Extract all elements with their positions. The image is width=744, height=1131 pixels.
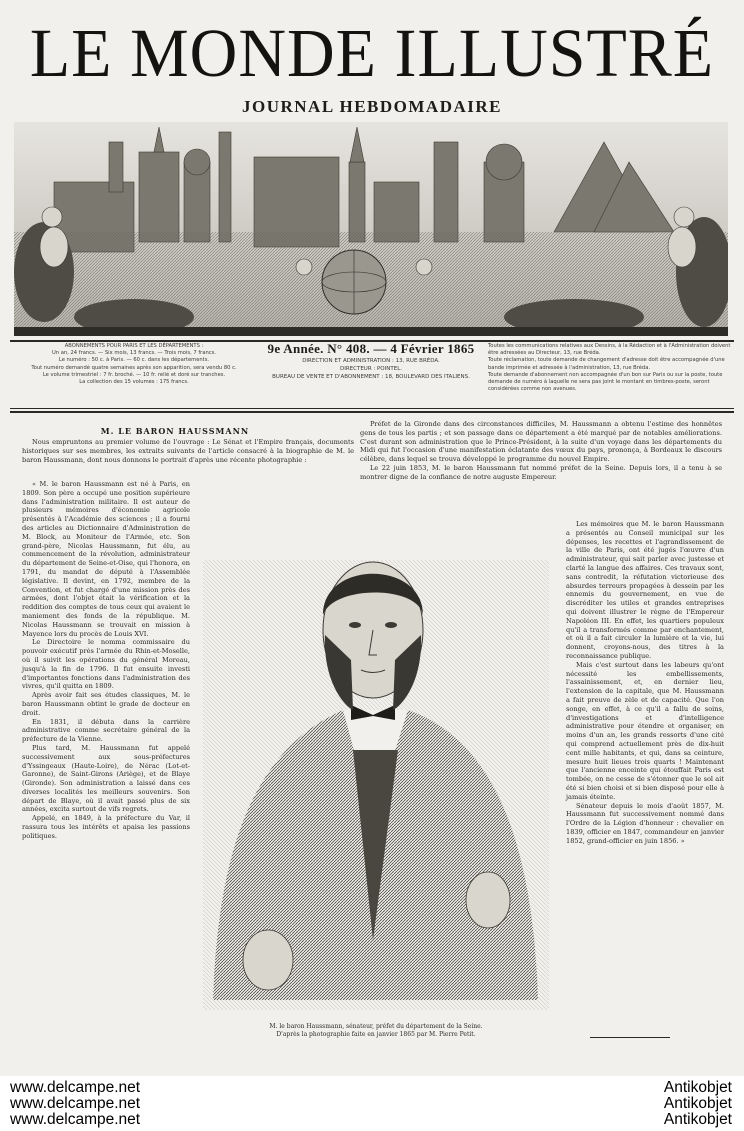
delcampe-watermark — [10, 1080, 140, 1128]
article-end-rule — [590, 1037, 670, 1038]
article-paragraph: « M. le baron Haussmann est né à Paris, en 1809. Son père a occupé une position supérieure dans l'administration militaire. Il est auteur de plusieurs mémoires d'économie agricole présentés à l'Académie des sciences ; il a fourni des articles au Dictionnaire d'Administration de M. Block, au Moniteur de l'Armée, etc. Son grand-père, Nicolas Haussmann, fut élu, au commencement de la révolution, administrateur du département de Seine-et-Oise, qui l'honora, en 1791, du mandat de député à l'Assemblée législative. Il devint, en 1792, membre de la Convention, et fut chargé d'une mission près des armées, dont l'objet était la vérification et la reddition des comptes de tous ceux qui avaient le maniement des fonds de la république. M. Nicolas Haussmann se trouvait en mission à Mayence lors du procès de Louis XVI. — [22, 480, 190, 638]
issue-info-row — [10, 341, 734, 407]
subscription-line: La collection des 15 volumes : 175 francs. — [79, 379, 189, 386]
article-paragraph: Le 22 juin 1853, M. le baron Haussmann fut nommé préfet de la Seine. Depuis lors, il a tenu à se montrer digne de la confiance de notre auguste Empereur. — [360, 463, 722, 481]
antikobjet-watermark — [664, 1080, 732, 1128]
intro-paragraph: Nous empruntons au premier volume de l'ouvrage : Le Sénat et l'Empire français, documents historiques sur ses membres, les extraits suivants de l'article consacré à la biographie de M. le baron Haussmann, dont nous donnons le portrait d'après une récente photographie : — [22, 438, 354, 464]
article-left-column — [22, 480, 190, 841]
subscription-line: Un an, 24 francs. — Six mois, 13 francs. — Trois mois, 7 francs. — [52, 350, 216, 357]
watermark-text: www.delcampe.net — [10, 1079, 141, 1096]
sales-office: BUREAU DE VENTE ET D'ABONNEMENT : 18, BOULEVARD DES ITALIENS. — [272, 374, 470, 380]
article-right-top — [360, 420, 722, 482]
watermark-text: www.delcampe.net — [10, 1111, 141, 1128]
subscription-line: Tout numéro demandé quatre semaines après son apparition, sera vendu 80 c. — [31, 364, 237, 371]
issue-number-date: 9e Année. N° 408. — 4 Février 1865 — [267, 341, 475, 356]
subscription-line: Le volume trimestriel : 7 fr. broché. — 10 fr. relié et doré sur tranches. — [42, 371, 226, 378]
watermark-text: Antikobjet — [663, 1095, 732, 1112]
masthead-subtitle: JOURNAL HEBDOMADAIRE — [242, 97, 502, 116]
article-intro — [22, 438, 354, 464]
notices — [488, 343, 732, 393]
masthead-title: LE MONDE ILLUSTRÉ — [29, 15, 715, 92]
watermark-text: Antikobjet — [663, 1079, 732, 1096]
watermark-text: www.delcampe.net — [10, 1095, 141, 1112]
middle-rule — [10, 408, 734, 409]
watermark-text: Antikobjet — [663, 1111, 732, 1128]
article-paragraph: Après avoir fait ses études classiques, M. le baron Haussmann obtint le grade de docteur en droit. — [22, 691, 190, 717]
article-paragraph: En 1831, il débuta dans la carrière administrative comme secrétaire général de la préfecture de la Vienne. — [22, 717, 190, 744]
article-paragraph: Le Directoire le nomma commissaire du pouvoir exécutif près l'armée du Rhin-et-Moselle, où il suivit les opérations du général Moreau, jusqu'à la fin de 1796. Il fut ensuite investi d'importantes fonctions dans l'administration des vivres, qu'il quitta en 1809. — [22, 638, 190, 691]
portrait-engraving — [193, 520, 559, 1020]
caption-line: M. le baron Haussmann, sénateur, préfet du département de la Seine. — [269, 1023, 483, 1030]
notice-line: Toute réclamation, toute demande de changement d'adresse doit être accompagnée d'une bande imprimée et adressée à l'administration, 13, rue Bréda. — [488, 357, 725, 371]
article-paragraph: Plus tard, M. Haussmann fut appelé successivement aux sous-préfectures d'Yssingeaux (Haute-Loire), de Nérac (Lot-et-Garonne), de Saint-Girons (Ariège), et de Blaye (Gironde). Son administration a laissé dans ces diverses localités les meilleurs souvenirs. Son départ de Blaye, où il avait passé plus de six années, excita surtout de vifs regrets. — [22, 743, 190, 814]
subscription-line: ABONNEMENTS POUR PARIS ET LES DÉPARTEMENTS : — [64, 343, 204, 349]
watermark-footer — [0, 1076, 744, 1131]
notice-line: Toutes les communications relatives aux Dessins, à la Rédaction et à l'Administration doivent être adressées au Directeur, 13, rue Bréda. — [488, 343, 731, 357]
engraved-banner-illustration — [14, 122, 728, 336]
subscription-info — [12, 343, 256, 386]
article-paragraph: Mais c'est surtout dans les labeurs qu'ont nécessité les embellissements, l'assainissement, et, en dernier lieu, l'extension de la capitale, que M. Haussmann a fait preuve de zèle et de capacité. Que l'on songe, en effet, à ce qu'il a fallu de soins, d'investigations et d'intelligence administrative pour étendre et organiser, en moins d'un an, les grands ressorts d'une cité qui comprend actuellement près de dix-huit cent mille habitants, et qui, dans sa ceinture, mesure huit lieues trois quarts ! Maintenant que l'ancienne enceinte qui étouffait Paris est tombée, on ne cesse de s'étonner que le sol ait été si bien choisi et si bien disposé pour elle à jamais éteinte. — [566, 660, 724, 801]
article-paragraph: Préfet de la Gironde dans des circonstances difficiles, M. Haussmann a obtenu l'estime des honnêtes gens de tous les partis ; et son passage dans ce département a été marqué par de notables améliorations. C'est durant son administration que le Prince-Président, à la suite d'un voyage dans les départements du Midi qui fut l'occasion d'une manifestation éclatante des vœux du pays, prononça, à Bordeaux le discours célèbre, dans lequel se trouva développé le programme du nouvel Empire. — [360, 420, 722, 464]
portrait-caption — [193, 1023, 559, 1039]
article-paragraph: Sénateur depuis le mois d'août 1857, M. Haussmann fut successivement nommé dans l'Ordre de la Légion d'honneur : chevalier en 1839, officier en 1847, commandeur en janvier 1852, grand-officier en juin 1856. » — [566, 801, 724, 845]
article-right-column — [566, 520, 724, 845]
caption-credit: D'après la photographie faite en janvier 1865 par M. Pierre Petit. — [276, 1031, 476, 1038]
director-name: DIRECTEUR : POINTEL. — [339, 366, 403, 372]
middle-rule-thick — [10, 411, 734, 413]
article-paragraph: Appelé, en 1849, à la préfecture du Var, il rassura tous les intérêts et apaisa les passions politiques. — [22, 814, 190, 840]
direction-address: DIRECTION ET ADMINISTRATION : 13, RUE BRÉDA. — [302, 358, 440, 364]
article-title: M. LE BARON HAUSSMANN — [100, 426, 250, 436]
notice-line: Toute demande d'abonnement non accompagnée d'un bon sur Paris ou sur la poste, toute demande de numéro à laquelle ne sera pas joint le montant en timbres-poste, seront considérées comme non avenues. — [488, 371, 723, 393]
issue-info — [262, 341, 480, 381]
subscription-line: Le numéro : 50 c. à Paris. — 60 c. dans les départements. — [58, 357, 210, 364]
article-paragraph: Les mémoires que M. le baron Haussmann a présentés au Conseil municipal sur les dépenses, les recettes et l'agrandissement de la ville de Paris, ont été jugés l'œuvre d'un administrateur, qui sait parler avec justesse et clarté la langue des affaires. Ces travaux sont, sans contredit, la réfutation victorieuse des absurdes terreurs propagées à dessein par les ennemis du gouvernement, en vue de discréditer les utiles et grandes entreprises qui doivent illustrer le règne de l'Empereur Napoléon III. En effet, les quartiers populeux qu'il a transformés comme par enchantement, et où il a fait circuler la lumière et la vie, lui donnent, croyons-nous, des titres à la reconnaissance publique. — [566, 520, 724, 660]
